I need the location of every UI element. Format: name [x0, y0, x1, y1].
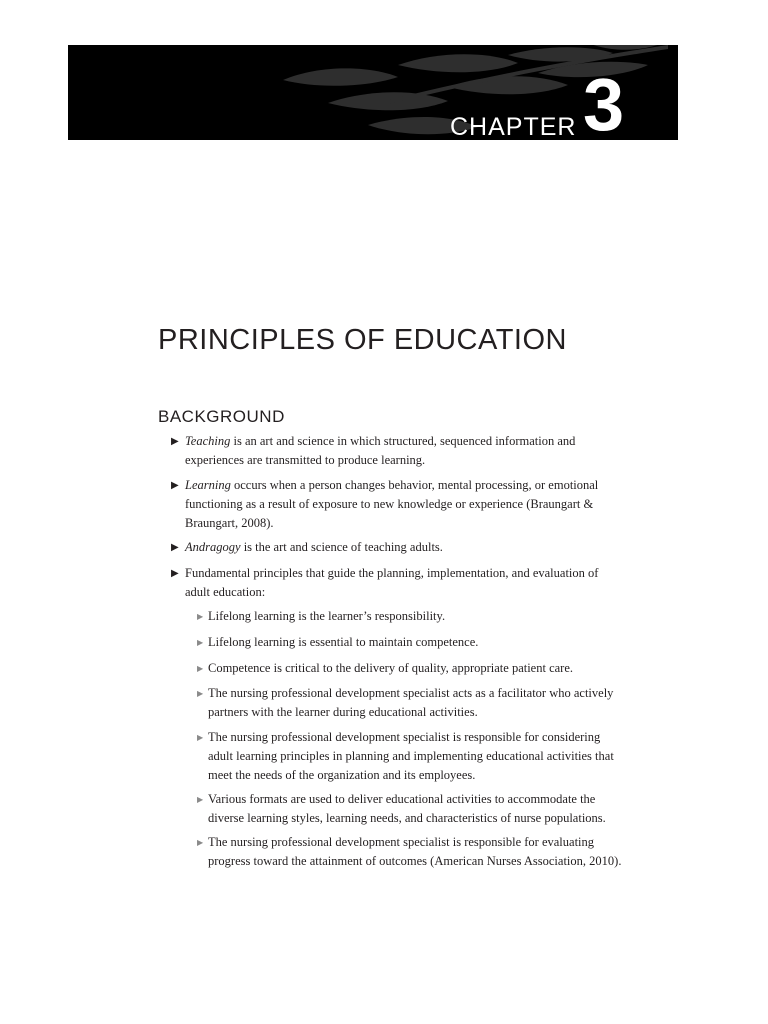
sub-list-item [197, 684, 623, 722]
sub-bullet-triangle-icon: ▶ [197, 664, 204, 673]
page-title: PRINCIPLES OF EDUCATION [158, 324, 567, 356]
bullet-term: Andragogy [185, 540, 241, 554]
sub-bullet-triangle-icon: ▶ [197, 838, 204, 847]
chapter-number: 3 [583, 63, 625, 140]
chapter-label: CHAPTER [450, 113, 577, 140]
bullet-term: Learning [185, 478, 231, 492]
sub-bullet-text: Lifelong learning is the learner’s responsibility. [208, 609, 446, 623]
sub-bullet-triangle-icon: ▶ [197, 638, 204, 647]
sub-bullet-triangle-icon: ▶ [197, 733, 204, 742]
list-item [171, 476, 625, 533]
sub-list-item [197, 790, 623, 828]
bullet-triangle-icon: ▶ [171, 480, 179, 491]
list-item [171, 432, 625, 470]
sub-bullet-text: Competence is critical to the delivery of quality, appropriate patient care. [208, 661, 574, 675]
sub-bullet-text: The nursing professional development specialist acts as a facilitator who actively partners with the learner during educational activities. [208, 686, 614, 719]
bullet-triangle-icon: ▶ [171, 436, 179, 447]
bullet-text: Fundamental principles that guide the planning, implementation, and evaluation of adult education: [185, 566, 599, 599]
sub-bullet-triangle-icon: ▶ [197, 689, 204, 698]
bullet-triangle-icon: ▶ [171, 568, 179, 579]
sub-list-item [197, 833, 623, 871]
bullet-text: is the art and science of teaching adults. [240, 540, 443, 554]
list-item [171, 538, 625, 557]
sub-list-item [197, 728, 623, 785]
section-heading: BACKGROUND [158, 407, 285, 426]
sub-list-item [197, 659, 623, 678]
sub-bullet-triangle-icon: ▶ [197, 795, 204, 804]
sub-list-item [197, 607, 623, 626]
bullet-text: is an art and science in which structured, sequenced information and experiences are transmitted to produce learning. [185, 434, 576, 467]
sub-bullet-text: Various formats are used to deliver educational activities to accommodate the diverse learning styles, learning needs, and characteristics of nurse populations. [208, 792, 606, 825]
sub-bullet-text: The nursing professional development specialist is responsible for evaluating progress toward the attainment of outcomes (American Nurses Association, 2010). [208, 835, 622, 868]
bullet-term: Teaching [185, 434, 231, 448]
chapter-banner [68, 45, 678, 140]
sub-bullet-text: Lifelong learning is essential to maintain competence. [208, 635, 479, 649]
bullet-triangle-icon: ▶ [171, 542, 179, 553]
list-item [171, 564, 625, 602]
sub-bullet-triangle-icon: ▶ [197, 612, 204, 621]
sub-list-item [197, 633, 623, 652]
bullet-text: occurs when a person changes behavior, mental processing, or emotional functioning as a result of exposure to new knowledge or experience (Braungart & Braungart, 2008). [185, 478, 599, 530]
sub-bullet-text: The nursing professional development specialist is responsible for considering adult learning principles in planning and implementing educational activities that meet the needs of the organization and its employees. [208, 730, 614, 782]
